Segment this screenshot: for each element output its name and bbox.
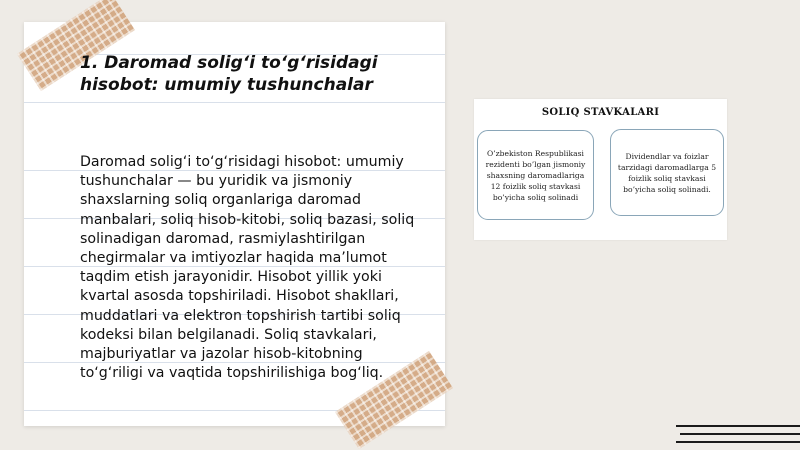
tax-rates-card xyxy=(474,99,727,240)
decorative-line xyxy=(676,425,800,427)
dividend-rate-text: Dividendlar va foizlar tarzidagi daromadlarga 5 foizlik soliq stavkasi bo’yicha soliq solinadi. xyxy=(617,151,717,194)
tax-rates-title: SOLIQ STAVKALARI xyxy=(541,107,660,118)
resident-rate-text: O’zbekiston Respublikasi rezidenti bo’lgan jismoniy shaxsning daromadlariga 12 foizlik soliq stavkasi bo’yicha soliq solinadi xyxy=(485,148,586,202)
decorative-line xyxy=(680,433,800,435)
decorative-line xyxy=(676,441,800,443)
resident-rate-box xyxy=(477,130,594,220)
slide-body-text: Daromad solig‘i to‘g‘risidagi hisobot: umumiy tushunchalar — bu yuridik va jismoniy shaxslarning soliq organlariga daromad manbalari, soliq hisob-kitobi, soliq bazasi, soliq solinadigan daromad, rasmiylashtirilgan chegirmalar va imtiyozlar haqida ma’lumot taqdim etish jarayonidir. Hisobot yillik yoki kvartal asosda topshiriladi. Hisobot shakllari, muddatlari va elektron topshirish tartibi soliq kodeksi bilan belgilanadi. Soliq stavkalari, majburiyatlar va jazolar hisob-kitobning to‘g‘riligi va vaqtida topshirilishiga bog‘liq. xyxy=(80,154,415,382)
dividend-rate-box xyxy=(610,129,724,216)
slide-title: 1. Daromad solig‘i to‘g‘risidagi hisobot: umumiy tushunchalar xyxy=(80,53,378,95)
